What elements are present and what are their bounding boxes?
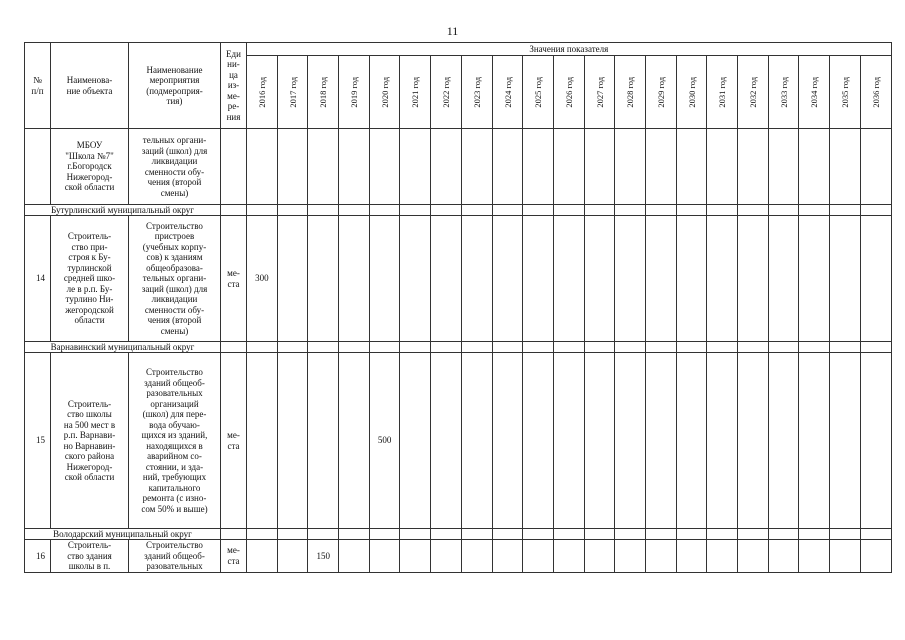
empty-cell	[584, 342, 615, 353]
object-name: МБОУ "Школа №7" г.Богородск Нижегород- ской области	[51, 129, 129, 205]
empty-cell	[830, 205, 861, 216]
empty-cell	[615, 342, 646, 353]
value-cell	[738, 353, 769, 529]
header-year	[645, 56, 676, 129]
value-cell	[523, 216, 554, 342]
header-year	[799, 56, 830, 129]
empty-cell	[707, 342, 738, 353]
measure-name: Строительство зданий общеоб- разовательных организаций (школ) для пере- вода обучаю- щихся из зданий, находящихся в аварийном со- стоянии, и зда- ний, требующих капитального ремонта (с изно- сом 50% и выше)	[129, 353, 221, 529]
value-cell	[676, 216, 707, 342]
page-number: 11	[446, 24, 459, 38]
empty-cell	[584, 529, 615, 540]
empty-cell	[277, 529, 308, 540]
empty-cell	[799, 529, 830, 540]
empty-cell	[523, 205, 554, 216]
empty-cell	[492, 342, 523, 353]
row-number	[25, 129, 51, 205]
value-cell	[339, 129, 370, 205]
value-cell	[584, 540, 615, 573]
value-cell	[830, 129, 861, 205]
value-cell	[339, 540, 370, 573]
empty-cell	[400, 529, 431, 540]
unit-cell: ме- ста	[221, 540, 247, 573]
empty-cell	[400, 342, 431, 353]
header-object-name: Наименова- ние объекта	[51, 43, 129, 129]
value-cell	[768, 353, 799, 529]
value-cell	[645, 216, 676, 342]
value-cell	[308, 216, 339, 342]
empty-cell	[830, 342, 861, 353]
empty-cell	[645, 342, 676, 353]
header-year-label: 2030 год	[686, 76, 697, 108]
table-row	[25, 216, 892, 342]
value-cell	[461, 129, 492, 205]
header-year	[308, 56, 339, 129]
empty-cell	[768, 342, 799, 353]
value-cell	[707, 540, 738, 573]
empty-cell	[369, 529, 400, 540]
header-year	[277, 56, 308, 129]
header-year-label: 2026 год	[563, 76, 574, 108]
header-year	[738, 56, 769, 129]
value-cell	[523, 540, 554, 573]
empty-cell	[799, 205, 830, 216]
header-year	[400, 56, 431, 129]
object-name: Строитель- ство школы на 500 мест в р.п. Варнави- но Варнавин- ского района Нижегород- ской области	[51, 353, 129, 529]
header-year	[830, 56, 861, 129]
value-cell	[553, 129, 584, 205]
row-number: 16	[25, 540, 51, 573]
empty-cell	[431, 205, 462, 216]
value-cell	[492, 216, 523, 342]
empty-cell	[645, 205, 676, 216]
value-cell	[277, 129, 308, 205]
value-cell	[431, 129, 462, 205]
value-cell	[738, 540, 769, 573]
header-year	[615, 56, 646, 129]
value-cell	[645, 129, 676, 205]
header-year-label: 2036 год	[870, 76, 881, 108]
value-cell	[553, 540, 584, 573]
header-year	[339, 56, 370, 129]
value-cell: 150	[308, 540, 339, 573]
empty-cell	[645, 529, 676, 540]
empty-cell	[738, 529, 769, 540]
header-year-label: 2027 год	[594, 76, 605, 108]
header-year-label: 2029 год	[656, 76, 667, 108]
value-cell	[369, 129, 400, 205]
object-name: Строитель- ство при- строя к Бу- турлинской средней шко- ле в р.п. Бу- турлино Ни- жегородской области	[51, 216, 129, 342]
empty-cell	[523, 342, 554, 353]
value-cell	[799, 129, 830, 205]
empty-cell	[860, 205, 891, 216]
empty-cell	[247, 529, 278, 540]
header-year-label: 2021 год	[410, 76, 421, 108]
header-year-label: 2016 год	[257, 76, 268, 108]
empty-cell	[676, 205, 707, 216]
value-cell	[860, 540, 891, 573]
unit-cell: ме- ста	[221, 353, 247, 529]
region-row	[25, 529, 892, 540]
value-cell	[492, 540, 523, 573]
region-row	[25, 342, 892, 353]
empty-cell	[431, 342, 462, 353]
value-cell	[615, 353, 646, 529]
header-values-title: Значения показателя	[247, 43, 892, 56]
empty-cell	[461, 529, 492, 540]
empty-cell	[339, 342, 370, 353]
empty-cell	[707, 529, 738, 540]
region-name: Володарский муниципальный округ	[25, 529, 221, 540]
header-year	[369, 56, 400, 129]
value-cell	[277, 216, 308, 342]
empty-cell	[221, 529, 247, 540]
object-name: Строитель- ство здания школы в п.	[51, 540, 129, 573]
region-row	[25, 205, 892, 216]
value-cell	[431, 353, 462, 529]
value-cell	[369, 216, 400, 342]
table-row	[25, 129, 892, 205]
header-year	[492, 56, 523, 129]
empty-cell	[738, 342, 769, 353]
value-cell	[277, 540, 308, 573]
header-year-label: 2017 год	[287, 76, 298, 108]
header-number: № п/п	[25, 43, 51, 129]
empty-cell	[553, 205, 584, 216]
header-year	[553, 56, 584, 129]
empty-cell	[553, 529, 584, 540]
value-cell	[768, 129, 799, 205]
empty-cell	[308, 205, 339, 216]
value-cell	[707, 216, 738, 342]
header-measure-name: Наименование мероприятия (подмероприя- тия)	[129, 43, 221, 129]
empty-cell	[247, 205, 278, 216]
value-cell	[492, 353, 523, 529]
empty-cell	[830, 529, 861, 540]
value-cell	[676, 129, 707, 205]
empty-cell	[247, 342, 278, 353]
value-cell	[676, 353, 707, 529]
value-cell	[400, 353, 431, 529]
value-cell	[461, 353, 492, 529]
measure-name: тельных органи- заций (школ) для ликвидации сменности обу- чения (второй смены)	[129, 129, 221, 205]
empty-cell	[308, 342, 339, 353]
value-cell	[308, 129, 339, 205]
value-cell	[645, 540, 676, 573]
header-year-label: 2028 год	[625, 76, 636, 108]
header-year-label: 2019 год	[349, 76, 360, 108]
value-cell	[676, 540, 707, 573]
value-cell	[860, 216, 891, 342]
value-cell	[584, 129, 615, 205]
value-cell	[400, 129, 431, 205]
row-number: 14	[25, 216, 51, 342]
value-cell	[461, 216, 492, 342]
table-row	[25, 353, 892, 529]
value-cell	[615, 216, 646, 342]
table-body	[25, 129, 892, 573]
value-cell	[247, 129, 278, 205]
empty-cell	[523, 529, 554, 540]
empty-cell	[676, 342, 707, 353]
empty-cell	[400, 205, 431, 216]
empty-cell	[431, 529, 462, 540]
empty-cell	[461, 342, 492, 353]
value-cell	[830, 216, 861, 342]
measure-name: Строительство зданий общеоб- разовательных	[129, 540, 221, 573]
value-cell: 500	[369, 353, 400, 529]
value-cell	[369, 540, 400, 573]
header-unit: Еди ни- ца из- ме- ре- ния	[221, 43, 247, 129]
measure-name: Строительство пристроев (учебных корпу- сов) к зданиям общеобразова- тельных органи- заций (школ) для ликвидации сменности обу- чения (второй смены)	[129, 216, 221, 342]
value-cell	[247, 540, 278, 573]
value-cell	[523, 353, 554, 529]
table-row	[25, 540, 892, 573]
value-cell	[339, 353, 370, 529]
empty-cell	[461, 205, 492, 216]
value-cell	[277, 353, 308, 529]
value-cell	[707, 129, 738, 205]
region-name: Бутурлинский муниципальный округ	[25, 205, 221, 216]
value-cell	[523, 129, 554, 205]
value-cell	[308, 353, 339, 529]
empty-cell	[492, 205, 523, 216]
header-year	[431, 56, 462, 129]
empty-cell	[277, 205, 308, 216]
empty-cell	[339, 205, 370, 216]
value-cell	[799, 353, 830, 529]
value-cell	[768, 540, 799, 573]
header-year	[247, 56, 278, 129]
empty-cell	[615, 205, 646, 216]
value-cell	[860, 129, 891, 205]
empty-cell	[369, 205, 400, 216]
header-year-label: 2035 год	[840, 76, 851, 108]
empty-cell	[277, 342, 308, 353]
empty-cell	[553, 342, 584, 353]
unit-cell	[221, 129, 247, 205]
unit-cell: ме- ста	[221, 216, 247, 342]
value-cell	[645, 353, 676, 529]
empty-cell	[707, 205, 738, 216]
empty-cell	[860, 342, 891, 353]
empty-cell	[308, 529, 339, 540]
value-cell	[615, 129, 646, 205]
value-cell: 300	[247, 216, 278, 342]
empty-cell	[615, 529, 646, 540]
value-cell	[400, 216, 431, 342]
value-cell	[584, 353, 615, 529]
empty-cell	[221, 205, 247, 216]
header-year-label: 2032 год	[748, 76, 759, 108]
header-year-label: 2018 год	[318, 76, 329, 108]
value-cell	[707, 353, 738, 529]
value-cell	[799, 216, 830, 342]
value-cell	[584, 216, 615, 342]
header-year	[676, 56, 707, 129]
empty-cell	[369, 342, 400, 353]
empty-cell	[738, 205, 769, 216]
value-cell	[247, 353, 278, 529]
empty-cell	[860, 529, 891, 540]
value-cell	[461, 540, 492, 573]
empty-cell	[676, 529, 707, 540]
value-cell	[400, 540, 431, 573]
value-cell	[431, 540, 462, 573]
value-cell	[553, 216, 584, 342]
value-cell	[738, 216, 769, 342]
header-year-label: 2034 год	[809, 76, 820, 108]
empty-cell	[339, 529, 370, 540]
header-year-label: 2033 год	[778, 76, 789, 108]
empty-cell	[768, 529, 799, 540]
empty-cell	[768, 205, 799, 216]
empty-cell	[584, 205, 615, 216]
value-cell	[738, 129, 769, 205]
header-year-label: 2022 год	[441, 76, 452, 108]
value-cell	[830, 540, 861, 573]
value-cell	[768, 216, 799, 342]
header-year	[461, 56, 492, 129]
header-year	[768, 56, 799, 129]
row-number: 15	[25, 353, 51, 529]
header-year	[523, 56, 554, 129]
value-cell	[339, 216, 370, 342]
indicator-table	[24, 42, 892, 573]
empty-cell	[221, 342, 247, 353]
header-year	[860, 56, 891, 129]
header-year	[584, 56, 615, 129]
value-cell	[830, 353, 861, 529]
header-year-label: 2020 год	[379, 76, 390, 108]
empty-cell	[492, 529, 523, 540]
value-cell	[553, 353, 584, 529]
header-year-label: 2023 год	[471, 76, 482, 108]
region-name: Варнавинский муниципальный округ	[25, 342, 221, 353]
value-cell	[615, 540, 646, 573]
header-year-label: 2024 год	[502, 76, 513, 108]
header-year	[707, 56, 738, 129]
value-cell	[431, 216, 462, 342]
header-year-label: 2025 год	[533, 76, 544, 108]
value-cell	[860, 353, 891, 529]
header-year-label: 2031 год	[717, 76, 728, 108]
empty-cell	[799, 342, 830, 353]
value-cell	[799, 540, 830, 573]
value-cell	[492, 129, 523, 205]
